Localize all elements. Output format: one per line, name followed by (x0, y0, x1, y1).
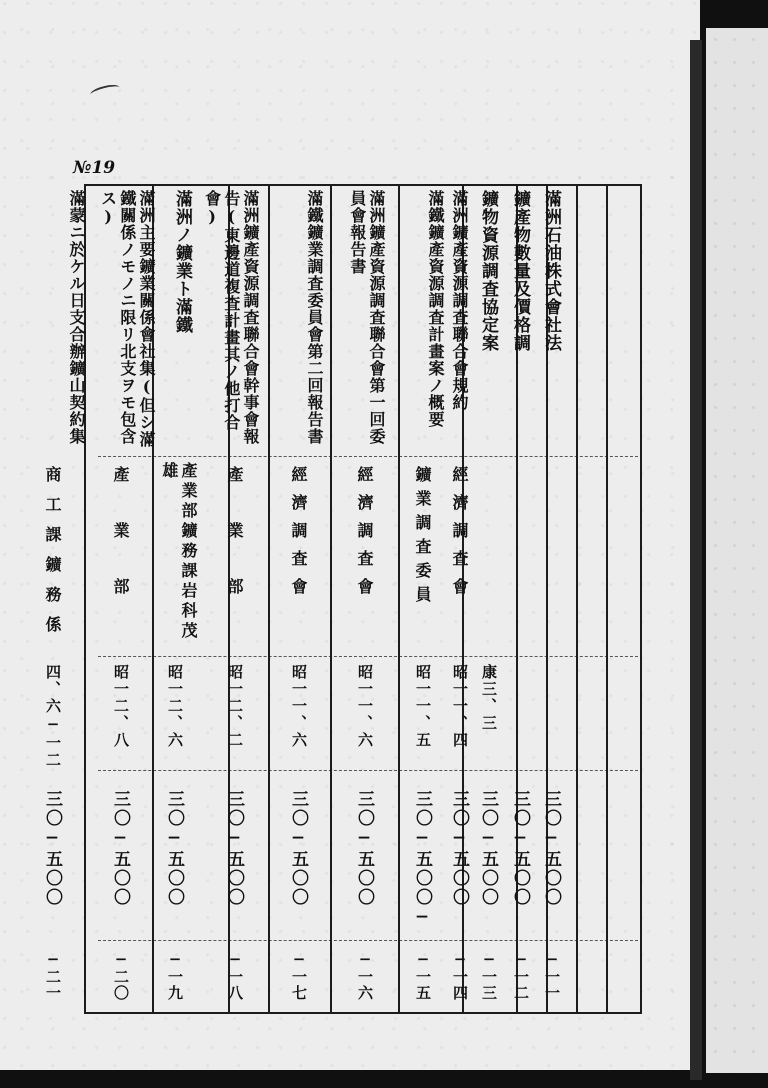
row-number: −一九 (166, 950, 184, 1001)
row-author: 經濟調査會 (289, 466, 308, 606)
row-date: 四、六−一二 (44, 664, 62, 769)
row-code: 三〇−五〇〇 (42, 790, 62, 907)
column-separator-code (98, 940, 638, 941)
table-bottom-rule (85, 1012, 641, 1014)
row-number: −一二 (512, 950, 530, 1001)
row-rule (606, 184, 608, 1014)
row-code: 三〇−五〇〇 (510, 790, 530, 907)
row-author: 產業部 (225, 466, 244, 634)
row-code: 三〇−五〇〇 (449, 790, 469, 907)
adjacent-page (706, 28, 768, 1073)
row-rule (640, 184, 642, 1014)
row-number: −一七 (290, 950, 308, 1001)
row-title: 鑛產物數量及價格調 (510, 190, 530, 352)
row-title: 滿鐵鑛產資源調査計畫案ノ概要 (426, 190, 445, 428)
column-separator-date (98, 770, 638, 771)
row-rule (268, 184, 270, 1014)
row-title: 滿洲石油株式會社法 (541, 190, 561, 352)
page-fold-shadow (690, 40, 702, 1080)
pen-mark (89, 83, 121, 100)
row-title: 鑛物資源調査協定案 (478, 190, 498, 352)
row-title: 滿洲ノ鑛業ト滿鐵 (172, 190, 192, 334)
row-code: 三〇−五〇〇 (288, 790, 308, 907)
row-author: 商工課鑛務係 (43, 466, 62, 646)
row-rule (398, 184, 400, 1014)
row-date: 昭一一、四 (451, 664, 469, 749)
row-number: −一八 (226, 950, 244, 1001)
row-title: 滿洲主要鑛業關係會社集(但シ滿鐵關係ノモノニ限リ北支ヲモ包含ス) (98, 190, 156, 448)
row-date: 昭一二、八 (112, 664, 130, 749)
row-code: 三〇−五〇〇 (224, 790, 244, 907)
column-separator-title (98, 456, 638, 457)
row-author: 經濟調査會 (355, 466, 374, 606)
row-number: −一一 (543, 950, 561, 1001)
row-code: 三〇−五〇〇− (412, 790, 432, 929)
row-number: −二一 (44, 950, 62, 1001)
page-number: №19 (73, 158, 116, 178)
row-date: 昭一二、二 (226, 664, 244, 749)
table-top-rule (85, 184, 641, 186)
row-number: −一五 (414, 950, 432, 1001)
row-rule (330, 184, 332, 1014)
row-title: 滿鐵鑛業調査委員會第二回報告書 (305, 190, 324, 445)
row-number: −一三 (480, 950, 498, 1001)
row-code: 三〇−五〇〇 (541, 790, 561, 907)
row-code: 三〇−五〇〇 (354, 790, 374, 907)
row-date: 康三、三 (480, 664, 498, 732)
row-author: 產業部鑛務課岩科茂雄 (159, 462, 198, 642)
column-separator-author (98, 656, 638, 657)
row-code: 三〇−五〇〇 (110, 790, 130, 907)
row-rule (576, 184, 578, 1014)
row-title: 滿洲鑛產資源調査聯合會幹事會報告(東邊道複査計畫其ノ他打合會) (202, 190, 260, 445)
row-date: 昭一二、六 (166, 664, 184, 749)
row-title: 滿洲鑛產資源調査聯合會第一回委員會報告書 (347, 190, 386, 445)
row-number: −二〇 (112, 950, 130, 1001)
row-author: 鑛業調査委員 (413, 466, 432, 610)
row-code: 三〇−五〇〇 (478, 790, 498, 907)
row-title: 滿洲鑛產資源調査聯合會規約 (450, 190, 469, 411)
row-author: 經濟調査會 (450, 466, 469, 606)
row-date: 昭一一、五 (414, 664, 432, 749)
row-title: 滿蒙ニ於ケル日支合辦鑛山契約集 (67, 190, 86, 445)
row-number: −一四 (451, 950, 469, 1001)
row-code: 三〇−五〇〇 (164, 790, 184, 907)
row-date: 昭一一、六 (290, 664, 308, 749)
row-number: −一六 (356, 950, 374, 1001)
row-date: 昭一一、六 (356, 664, 374, 749)
row-author: 產業部 (111, 466, 130, 634)
